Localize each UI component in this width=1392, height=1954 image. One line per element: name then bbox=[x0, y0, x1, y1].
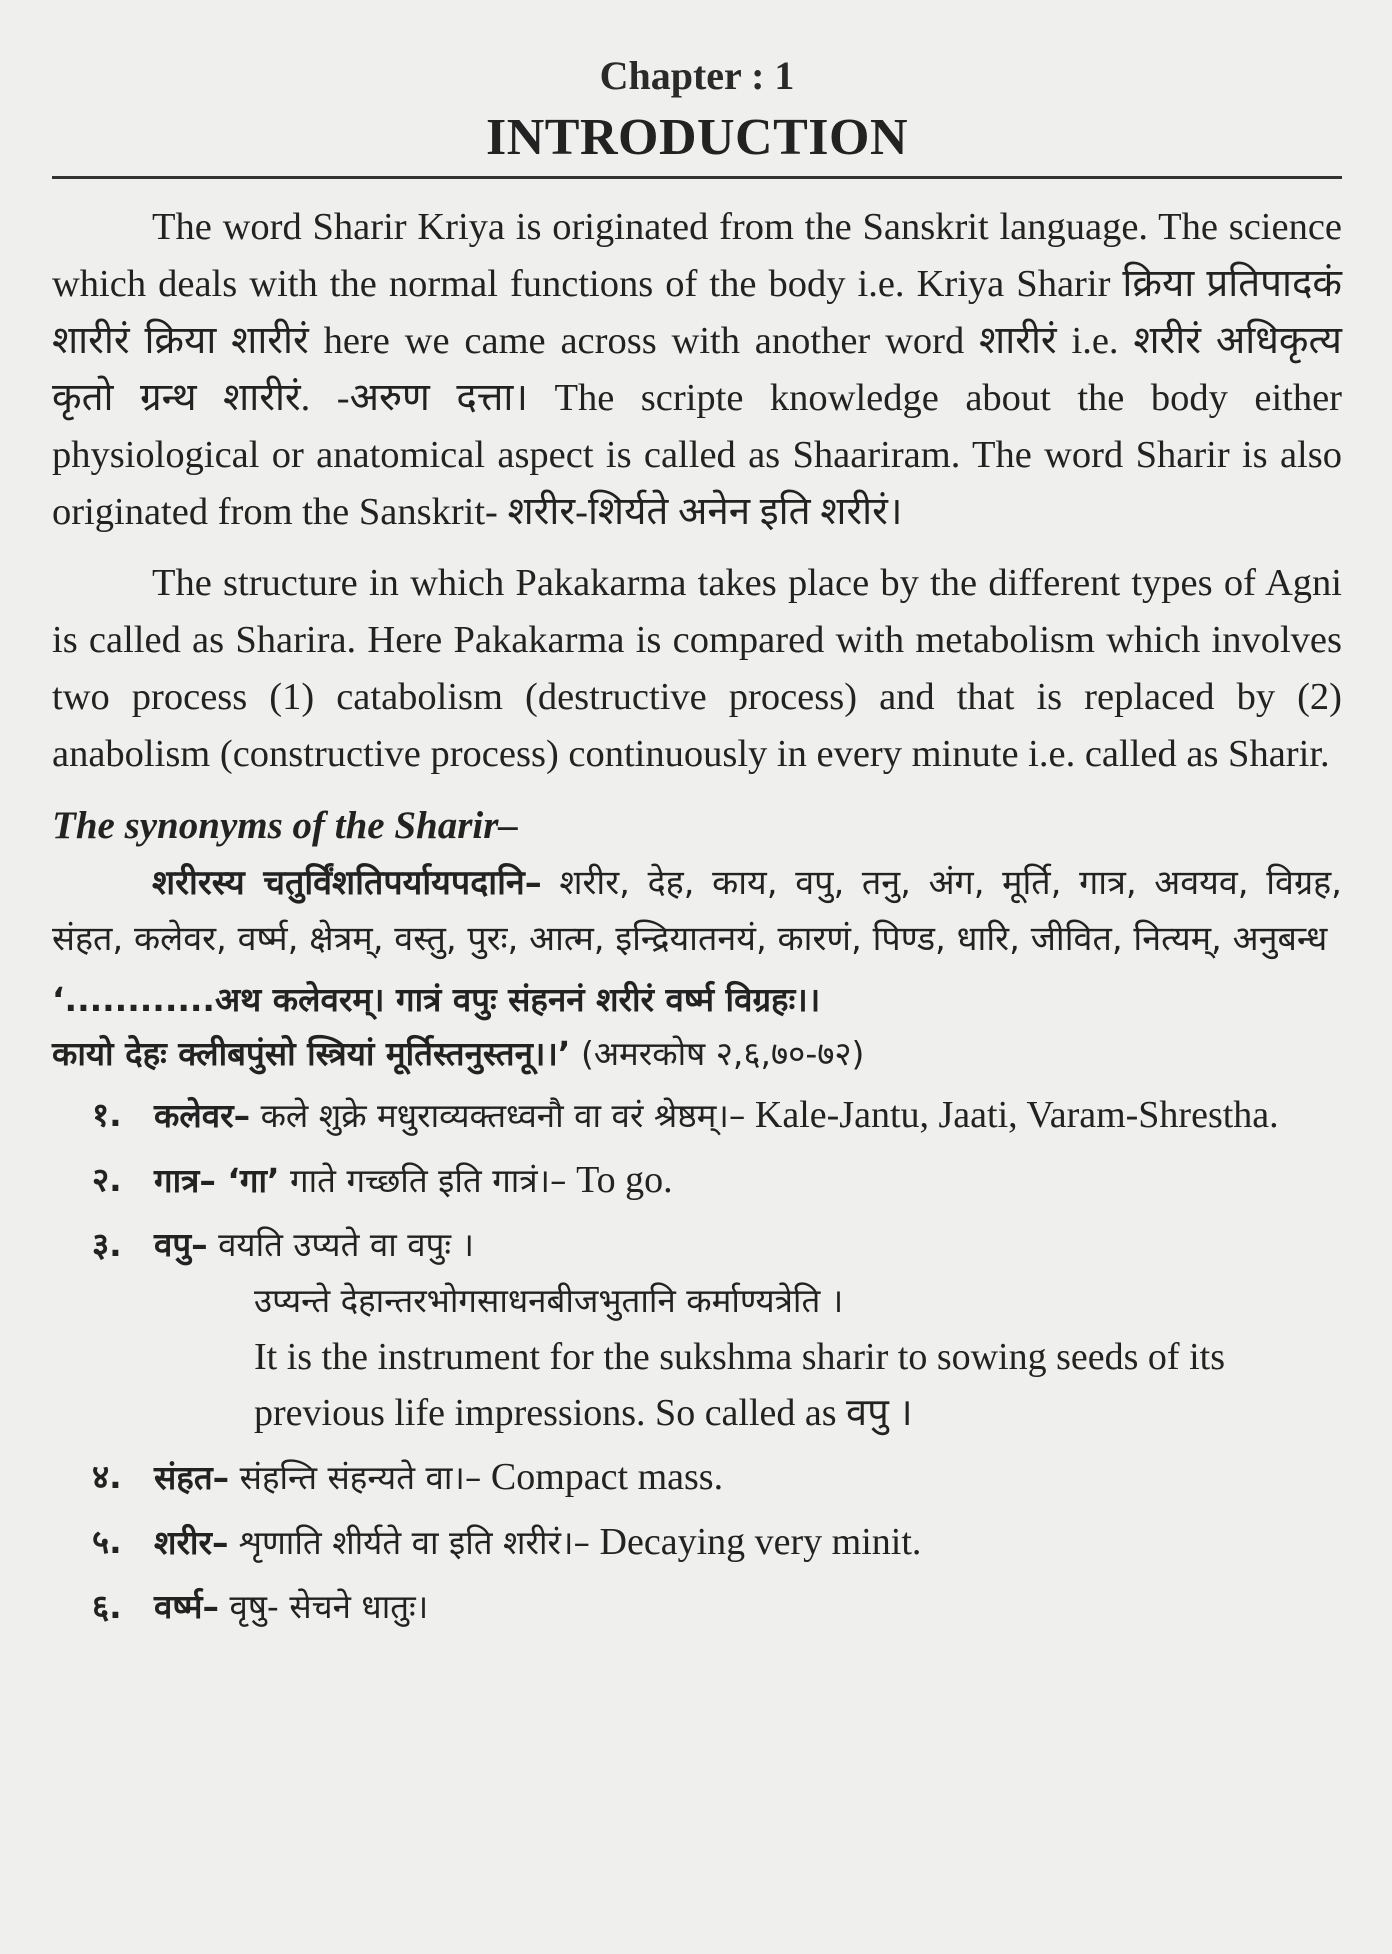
item-number: ४. bbox=[92, 1457, 122, 1496]
synonyms-paragraph bbox=[52, 855, 1342, 967]
amarkosha-quote bbox=[52, 973, 1342, 1081]
chapter-label: Chapter : 1 bbox=[599, 53, 795, 98]
synonyms-heading: The synonyms of the Sharir– bbox=[52, 804, 518, 847]
synonyms-lead: शरीरस्य चतुर्विंशतिपर्यायपदानि– bbox=[152, 863, 542, 903]
item-term: संहत– bbox=[154, 1458, 230, 1497]
item-number: ६. bbox=[92, 1587, 122, 1626]
list-item bbox=[52, 1449, 1342, 1506]
quote-reference: (अमरकोष २,६,७०-७२) bbox=[570, 1034, 865, 1073]
quote-line-2-wrap bbox=[52, 1027, 1342, 1081]
quote-line-2: कायो देहः क्लीबपुंसो स्त्रियां मूर्तिस्तनुस्तनू।।’ bbox=[52, 1034, 571, 1073]
quote-line-1: ‘............अथ कलेवरम्। गात्रं वपुः संहननं शरीरं वर्ष्म विग्रहः।। bbox=[52, 980, 821, 1019]
item-definition: वयति उप्यते वा वपुः । bbox=[207, 1225, 475, 1264]
synonym-items bbox=[52, 1087, 1342, 1273]
item-number: २. bbox=[92, 1160, 122, 1199]
paragraph-1: The word Sharir Kriya is originated from the Sanskrit language. The science which deals with the normal functions of the body i.e. Kriya Sharir क्रिया प्रतिपादकं शारीरं क्रिया शारीरं here we came across with another word शारीरं i.e. शरीरं अधिकृत्य कृतो ग्रन्थ शारीरं. -अरुण दत्ता। The scripte knowledge about the body either physiological or anatomical aspect is called as Shaariram. The word Sharir is also originated from the Sanskrit- शरीर-शिर्यते अनेन इति शरीरं। bbox=[52, 206, 1342, 533]
list-item bbox=[52, 1514, 1342, 1571]
item-meaning: Decaying very minit. bbox=[590, 1521, 922, 1563]
vapu-sub-english: It is the instrument for the sukshma sharir to sowing seeds of its previous life impressions. So called as वपु । bbox=[254, 1336, 1225, 1434]
list-item bbox=[52, 1217, 1342, 1273]
item-definition: संहन्ति संहन्यते वा।– bbox=[229, 1458, 482, 1497]
item-meaning: Compact mass. bbox=[481, 1456, 724, 1498]
item-definition: कले शुक्रे मधुराव्यक्तध्वनौ वा वरं श्रेष्ठम्।– bbox=[250, 1096, 746, 1135]
synonym-items-cont bbox=[52, 1449, 1342, 1635]
list-item bbox=[52, 1152, 1342, 1209]
paragraph-2: The structure in which Pakakarma takes place by the different types of Agni is called as Sharira. Here Pakakarma is compared with metabolism which involves two process (1) catabolism (destructive process) and that is replaced by (2) anabolism (constructive process) continuously in every minute i.e. called as Sharir. bbox=[52, 562, 1342, 775]
item-term: कलेवर– bbox=[154, 1096, 251, 1135]
list-item bbox=[52, 1579, 1342, 1635]
synonyms-list: शरीर, देह, काय, वपु, तनु, अंग, मूर्ति, गात्र, अवयव, विग्रह, संहत, कलेवर, वर्ष्म, क्षेत्रम्, वस्तु, पुरः, आत्म, इन्द्रियातनयं, कारणं, पिण्ड, धारि, जीवित, नित्यम्, अनुबन्ध bbox=[52, 863, 1342, 959]
item-term: गात्र– ‘गा’ bbox=[154, 1161, 280, 1200]
item-number: ३. bbox=[92, 1225, 122, 1264]
item-number: ५. bbox=[92, 1522, 122, 1561]
item-term: वर्ष्म– bbox=[154, 1587, 220, 1626]
item-definition: गाते गच्छति इति गात्रं।– bbox=[279, 1161, 567, 1200]
item-term: शरीर– bbox=[154, 1523, 229, 1562]
vapu-sub-sanskrit: उप्यन्ते देहान्तरभोगसाधनबीजभुतानि कर्माण्यत्रेति । bbox=[254, 1281, 844, 1320]
item-meaning: Kale-Jantu, Jaati, Varam-Shrestha. bbox=[745, 1094, 1279, 1136]
item-number: १. bbox=[92, 1095, 122, 1134]
chapter-title: INTRODUCTION bbox=[485, 109, 909, 166]
item-term: वपु– bbox=[154, 1225, 208, 1264]
item-definition: वृषु- सेचने धातुः। bbox=[219, 1587, 429, 1626]
item-meaning: To go. bbox=[566, 1159, 673, 1201]
title-rule bbox=[52, 176, 1342, 179]
item-definition: शृणाति शीर्यते वा इति शरीरं।– bbox=[228, 1523, 591, 1562]
list-item bbox=[52, 1087, 1342, 1144]
